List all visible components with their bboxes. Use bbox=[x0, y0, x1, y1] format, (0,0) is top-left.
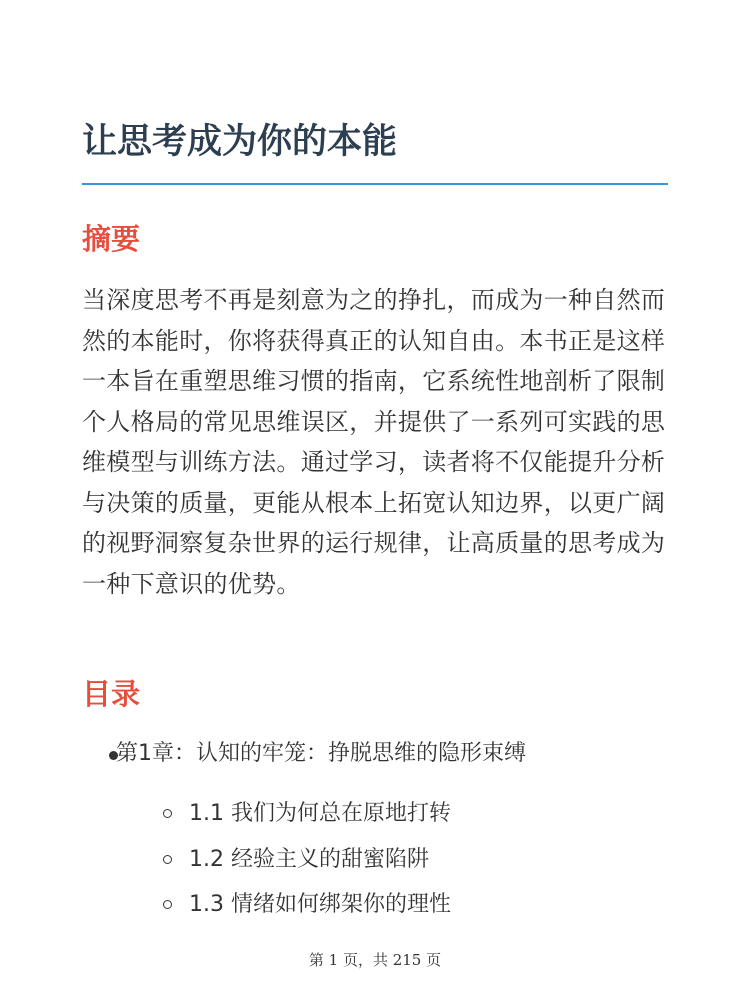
book-title: 让思考成为你的本能 bbox=[82, 122, 398, 162]
toc-section-item[interactable]: 1.1 我们为何总在原地打转 bbox=[189, 801, 451, 826]
toc-chapter-item[interactable]: 第1章：认知的牢笼：挣脱思维的隐形束缚 bbox=[116, 741, 526, 766]
summary-heading: 摘要 bbox=[82, 222, 141, 256]
toc-section-item[interactable]: 1.3 情绪如何绑架你的理性 bbox=[189, 892, 451, 917]
bullet-circle-icon bbox=[163, 900, 172, 909]
title-divider bbox=[82, 183, 668, 185]
bullet-circle-icon bbox=[163, 855, 172, 864]
toc-heading: 目录 bbox=[82, 677, 141, 711]
page-number-footer: 第 1 页，共 215 页 bbox=[308, 951, 442, 969]
toc-section-item[interactable]: 1.2 经验主义的甜蜜陷阱 bbox=[189, 847, 429, 872]
bullet-circle-icon bbox=[163, 809, 172, 818]
summary-paragraph: 当深度思考不再是刻意为之的挣扎，而成为一种自然而然的本能时，你将获得真正的认知自由。本书正是这样一本旨在重塑思维习惯的指南，它系统性地剖析了限制个人格局的常见思维误区，并提供了一系列可实践的思维模型与训练方法。通过学习，读者将不仅能提升分析与决策的质量，更能从根本上拓宽认知边界，以更广阔的视野洞察复杂世界的运行规律，让高质量的思考成为一种下意识的优势。 bbox=[82, 286, 666, 598]
